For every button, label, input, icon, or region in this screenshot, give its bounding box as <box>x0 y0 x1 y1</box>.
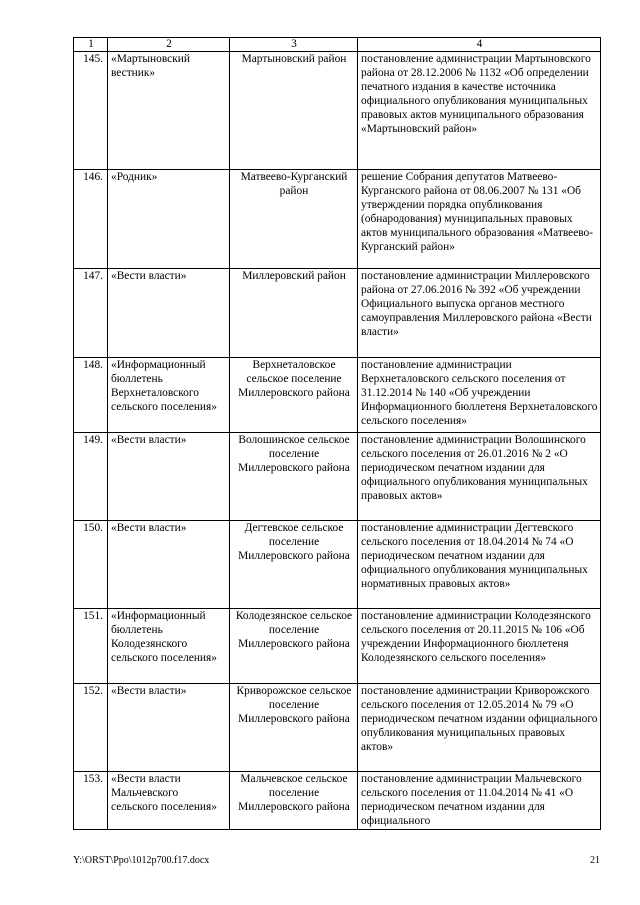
publication-name: «Вести власти Мальчевского сельского поселения» <box>108 772 230 830</box>
table-row <box>74 269 601 358</box>
legal-act: решение Собрания депутатов Матвеево-Курганского района от 08.06.2007 № 131 «Об утверждении порядка опубликования (обнародования) муниципальных правовых актов муниципального образования «Матвеево-Курганский район» <box>358 170 601 269</box>
publication-name: «Информационный бюллетень Колодезянского сельского поселения» <box>108 609 230 684</box>
table-row <box>74 684 601 772</box>
publication-name: «Мартыновский вестник» <box>108 52 230 170</box>
legal-act: постановление администрации Волошинского сельского поселения от 26.01.2016 № 2 «О периодическом печатном издании для официального опубликования муниципальных правовых актов» <box>358 433 601 521</box>
table-row <box>74 358 601 433</box>
municipality: Дегтевское сельское поселение Миллеровского района <box>230 521 358 609</box>
table-row <box>74 609 601 684</box>
row-number: 148. <box>74 358 108 433</box>
publication-name: «Вести власти» <box>108 269 230 358</box>
municipality: Миллеровский район <box>230 269 358 358</box>
table-row <box>74 52 601 170</box>
publication-name: «Вести власти» <box>108 433 230 521</box>
legal-act: постановление администрации Верхнеталовского сельского поселения от 31.12.2014 № 140 «Об учреждении Информационного бюллетеня Верхнеталовского сельского поселения» <box>358 358 601 433</box>
row-number: 145. <box>74 52 108 170</box>
municipality: Волошинское сельское поселение Миллеровского района <box>230 433 358 521</box>
table-header-row <box>74 38 601 52</box>
table-row <box>74 170 601 269</box>
registry-table <box>73 37 601 830</box>
header-col-4: 4 <box>358 38 601 52</box>
row-number: 151. <box>74 609 108 684</box>
header-col-1: 1 <box>74 38 108 52</box>
legal-act: постановление администрации Миллеровского района от 27.06.2016 № 392 «Об учреждении Официального выпуска органов местного самоуправления Миллеровского района «Вести власти» <box>358 269 601 358</box>
row-number: 149. <box>74 433 108 521</box>
table-row <box>74 521 601 609</box>
municipality: Верхнеталовское сельское поселение Миллеровского района <box>230 358 358 433</box>
municipality: Мартыновский район <box>230 52 358 170</box>
header-col-3: 3 <box>230 38 358 52</box>
table-row <box>74 433 601 521</box>
legal-act: постановление администрации Мартыновского района от 28.12.2006 № 1132 «Об определении печатного издания в качестве источника официального опубликования муниципальных правовых актов муниципального образования «Мартыновский район» <box>358 52 601 170</box>
table-row <box>74 772 601 830</box>
legal-act: постановление администрации Криворожского сельского поселения от 12.05.2014 № 79 «О периодическом печатном издании официального опубликования муниципальных правовых актов» <box>358 684 601 772</box>
municipality: Мальчевское сельское поселение Миллеровского района <box>230 772 358 830</box>
row-number: 153. <box>74 772 108 830</box>
legal-act: постановление администрации Дегтевского сельского поселения от 18.04.2014 № 74 «О периодическом печатном издании для официального опубликования муниципальных нормативных правовых актов» <box>358 521 601 609</box>
publication-name: «Родник» <box>108 170 230 269</box>
publication-name: «Информационный бюллетень Верхнеталовского сельского поселения» <box>108 358 230 433</box>
header-col-2: 2 <box>108 38 230 52</box>
row-number: 146. <box>74 170 108 269</box>
municipality: Колодезянское сельское поселение Миллеровского района <box>230 609 358 684</box>
publication-name: «Вести власти» <box>108 684 230 772</box>
page-number: 21 <box>590 855 600 866</box>
footer-file-path: Y:\ORST\Ppo\1012p700.f17.docx <box>73 855 210 866</box>
municipality: Криворожское сельское поселение Миллеровского района <box>230 684 358 772</box>
row-number: 147. <box>74 269 108 358</box>
legal-act: постановление администрации Мальчевского сельского поселения от 11.04.2014 № 41 «О периодическом печатном издании для официального <box>358 772 601 830</box>
row-number: 152. <box>74 684 108 772</box>
row-number: 150. <box>74 521 108 609</box>
publication-name: «Вести власти» <box>108 521 230 609</box>
municipality: Матвеево-Курганский район <box>230 170 358 269</box>
legal-act: постановление администрации Колодезянского сельского поселения от 20.11.2015 № 106 «Об учреждении Информационного бюллетеня Колодезянского сельского поселения» <box>358 609 601 684</box>
